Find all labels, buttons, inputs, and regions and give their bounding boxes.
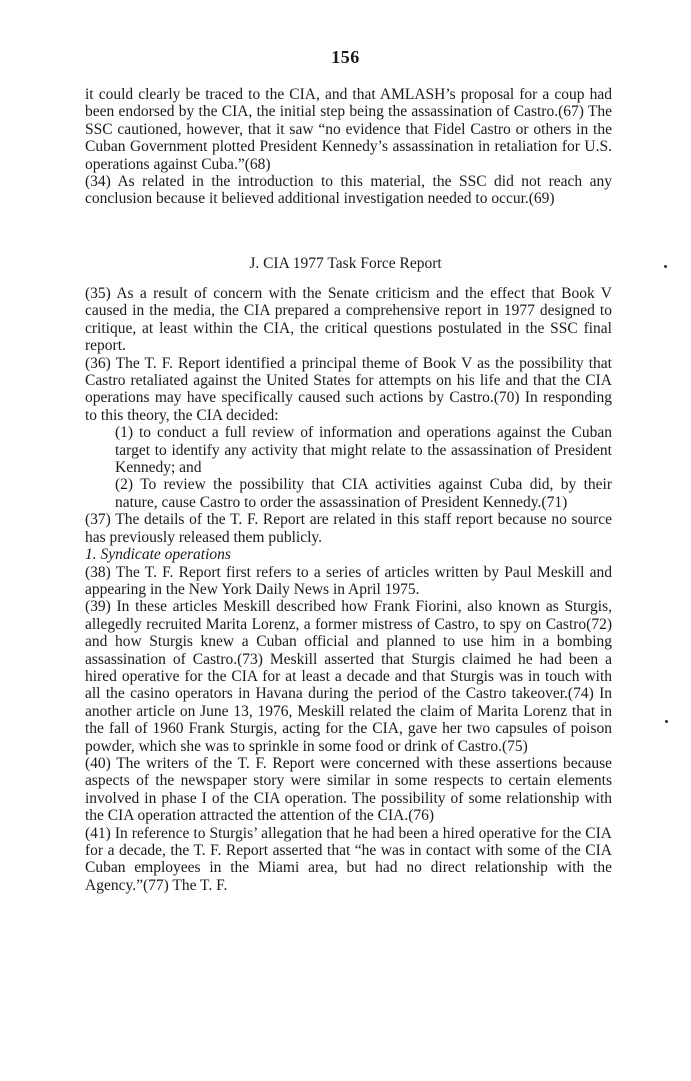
paragraph-34: (34) As related in the introduction to this material, the SSC did not reach any conclusion because it believed additional investigation needed to occur.(69) <box>85 173 612 208</box>
text-block-2 <box>85 285 612 894</box>
subsection-heading: 1. Syndicate operations <box>85 546 231 564</box>
paragraph-39: (39) In these articles Meskill described how Frank Fiorini, also known as Sturgis, allegedly recruited Marita Lorenz, a former mistress of Castro, to spy on Castro(72) and how Sturgis knew a Cuban official and planned to use him in a bombing assassination of Castro.(73) Meskill asserted that Sturgis claimed he had been a hired operative for the CIA for at least a decade and that Sturgis was in touch with all the casino operators in Havana during the period of the Castro takeover.(74) In another article on June 13, 1976, Meskill related the claim of Marita Lorenz that in the fall of 1960 Frank Sturgis, acting for the CIA, gave her two capsules of poison powder, which she was to sprinkle in some food or drink of Castro.(75) <box>85 598 612 755</box>
paragraph-36: (36) The T. F. Report identified a principal theme of Book V as the possibility that Castro retaliated against the United States for attempts on his life and that the CIA operations may have specifically caused such actions by Castro.(70) In responding to this theory, the CIA decided: <box>85 354 612 424</box>
margin-mark <box>665 720 668 723</box>
list-item-1: (1) to conduct a full review of information and operations against the Cuban target to identify any activity that might relate to the assassination of President Kennedy; and <box>115 424 612 477</box>
margin-mark <box>664 265 667 268</box>
paragraph-35: (35) As a result of concern with the Senate criticism and the effect that Book V caused in the media, the CIA prepared a comprehensive report in 1977 designed to critique, at least within the CIA, the critical questions postulated in the SSC final report. <box>85 285 612 355</box>
paragraph-33-continued: it could clearly be traced to the CIA, and that AMLASH’s proposal for a coup had been endorsed by the CIA, the initial step being the assassination of Castro.(67) The SSC cautioned, however, that it saw “no evidence that Fidel Castro or others in the Cuban Government plotted President Kennedy’s assassination in retaliation for U.S. operations against Cuba.”(68) <box>85 86 612 173</box>
list-item-2: (2) To review the possibility that CIA activities against Cuba did, by their nature, cause Castro to order the assassination of President Kennedy.(71) <box>115 476 612 511</box>
paragraph-41: (41) In reference to Sturgis’ allegation that he had been a hired operative for the CIA for a decade, the T. F. Report asserted that “he was in contact with some of the CIA Cuban employees in the Miami area, but had no direct relationship with the Agency.”(77) The T. F. <box>85 824 612 894</box>
paragraph-37: (37) The details of the T. F. Report are related in this staff report because no source has previously released them publicly. <box>85 511 612 546</box>
page-number: 156 <box>331 47 360 67</box>
section-heading: J. CIA 1977 Task Force Report <box>249 255 442 272</box>
paragraph-38: (38) The T. F. Report first refers to a series of articles written by Paul Meskill and appearing in the New York Daily News in April 1975. <box>85 563 612 598</box>
text-block-1 <box>85 86 612 208</box>
paragraph-40: (40) The writers of the T. F. Report were concerned with these assertions because aspects of the newspaper story were similar in some respects to certain elements involved in phase I of the CIA operation. The possibility of some relationship with the CIA operation attracted the attention of the CIA.(76) <box>85 754 612 825</box>
